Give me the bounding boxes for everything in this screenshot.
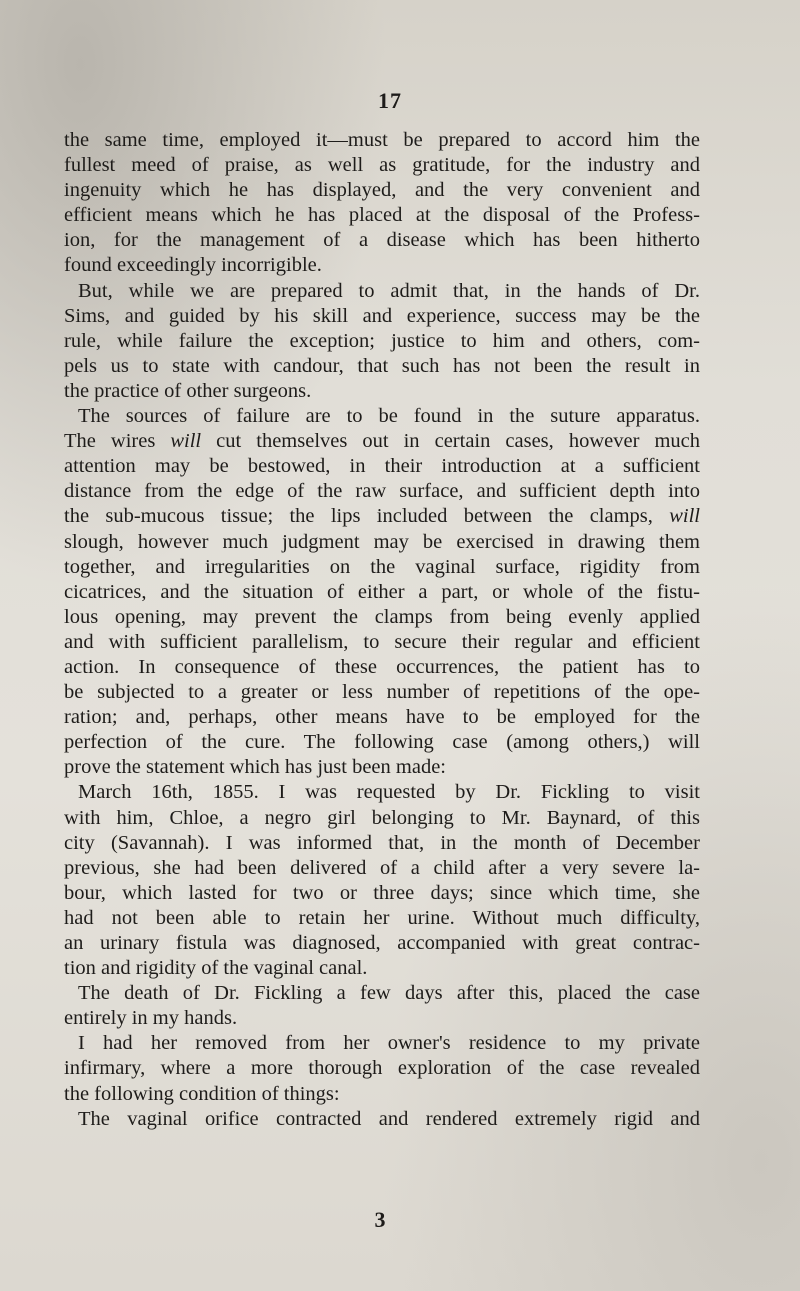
text-line: efficient means which he has placed at the disposal of the Profess-: [64, 204, 700, 227]
text-line: But, while we are prepared to admit that, in the hands of Dr.: [78, 279, 700, 302]
text-line: slough, however much judgment may be exercised in drawing them: [64, 530, 700, 553]
page-number: 17: [378, 88, 402, 113]
text-line: The sources of failure are to be found in the suture apparatus.: [78, 405, 700, 428]
text-line: be subjected to a greater or less number of repetitions of the ope-: [64, 681, 700, 704]
text-line: an urinary fistula was diagnosed, accompanied with great contrac-: [64, 932, 700, 954]
text-line: found exceedingly incorrigible.: [64, 254, 322, 277]
text-line: cicatrices, and the situation of either a part, or whole of the fistu-: [64, 580, 700, 603]
text-line: the practice of other surgeons.: [64, 379, 312, 402]
text-line: attention may be bestowed, in their introduction at a sufficient: [64, 455, 700, 478]
text-line: bour, which lasted for two or three days; since which time, she: [64, 881, 700, 904]
body-text: [64, 128, 700, 1132]
text-line: together, and irregularities on the vaginal surface, rigidity from: [64, 555, 700, 578]
text-line: ingenuity which he has displayed, and the very convenient and: [64, 179, 700, 202]
text-line: action. In consequence of these occurrences, the patient has to: [64, 655, 700, 678]
text-line: The death of Dr. Fickling a few days after this, placed the case: [78, 982, 700, 1005]
text-line: entirely in my hands.: [64, 1007, 238, 1030]
text-line: ion, for the management of a disease which has been hitherto: [64, 229, 700, 252]
text-line: ration; and, perhaps, other means have to be employed for the: [64, 706, 700, 729]
text-line: rule, while failure the exception; justice to him and others, com-: [64, 329, 700, 352]
text-line: had not been able to retain her urine. Without much difficulty,: [64, 906, 700, 929]
text-line: prove the statement which has just been made:: [64, 756, 446, 779]
text-line: The vaginal orifice contracted and rendered extremely rigid and: [78, 1107, 700, 1130]
text-line: Sims, and guided by his skill and experience, success may be the: [64, 304, 700, 327]
text-line: previous, she had been delivered of a child after a very severe la-: [64, 856, 700, 879]
text-line: with him, Chloe, a negro girl belonging to Mr. Baynard, of this: [64, 806, 700, 829]
text-line: pels us to state with candour, that such has not been the result in: [64, 354, 700, 377]
text-line: tion and rigidity of the vaginal canal.: [64, 957, 368, 980]
text-line: distance from the edge of the raw surface, and sufficient depth into: [64, 480, 700, 503]
text-line: and with sufficient parallelism, to secure their regular and efficient: [64, 630, 700, 653]
text-line: fullest meed of praise, as well as gratitude, for the industry and: [64, 154, 700, 177]
signature-mark: 3: [374, 1207, 386, 1232]
text-line: March 16th, 1855. I was requested by Dr. Fickling to visit: [78, 781, 700, 804]
text-line: The wires will cut themselves out in certain cases, however much: [64, 430, 700, 453]
text-line: city (Savannah). I was informed that, in the month of December: [64, 831, 700, 854]
text-line: the following condition of things:: [64, 1082, 340, 1105]
text-line: the sub-mucous tissue; the lips included between the clamps, will: [64, 505, 700, 528]
text-line: infirmary, where a more thorough exploration of the case revealed: [64, 1057, 700, 1080]
text-line: the same time, employed it—must be prepared to accord him the: [64, 129, 700, 151]
text-line: lous opening, may prevent the clamps from being evenly applied: [64, 605, 700, 628]
text-line: I had her removed from her owner's residence to my private: [78, 1032, 700, 1055]
text-line: perfection of the cure. The following case (among others,) will: [64, 731, 700, 754]
